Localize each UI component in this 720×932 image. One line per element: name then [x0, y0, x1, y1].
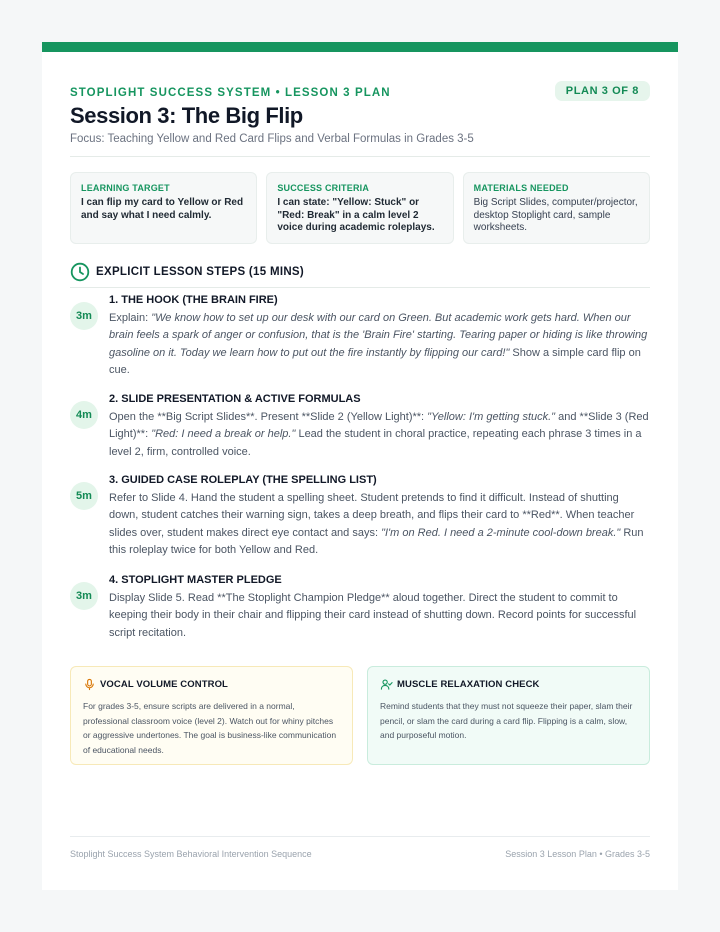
vocal-volume-callout — [70, 666, 353, 765]
step-title: 4. STOPLIGHT MASTER PLEDGE — [109, 574, 282, 586]
card-text: Big Script Slides, computer/projector, desktop Stoplight card, sample worksheets. — [473, 197, 638, 233]
plan-badge: PLAN 3 OF 8 — [555, 81, 650, 101]
steps-heading-label: EXPLICIT LESSON STEPS (15 MINS) — [96, 266, 305, 278]
step-text-run: Open the **Big Script Slides**. Present **Slide 2 (Yellow Light)**: — [109, 411, 428, 423]
page-title: Session 3: The Big Flip — [70, 103, 303, 128]
steps-heading — [70, 262, 304, 282]
card-label: SUCCESS CRITERIA — [277, 183, 370, 193]
step-description — [109, 490, 650, 559]
step-text-run: Explain: — [109, 312, 152, 324]
footer-divider — [70, 836, 650, 837]
materials-card — [463, 172, 650, 244]
card-label: MATERIALS NEEDED — [473, 183, 569, 193]
step-text-run: Display Slide 5. Read **The Stoplight Champion Pledge** aloud together. Direct the student to commit to keeping their body in their chair and flipping their card instead of shutting down. Record points for successful script recitation. — [109, 592, 637, 639]
step-text-run: Run this roleplay twice for both Yellow and Red. — [109, 526, 644, 556]
step-text-run: Lead the student in choral practice, repeating each phrase 3 times in a level 2, firm, controlled voice. — [109, 428, 642, 458]
step-text-run: Refer to Slide 4. Hand the student a spelling sheet. Student pretends to find it difficult. Instead of shutting down, student catches their warning sign, takes a deep breath, and flips their card to **Red**. When teacher slides over, student makes direct eye contact and says: — [109, 492, 635, 539]
success-criteria-card — [266, 172, 453, 244]
page-subtitle: Focus: Teaching Yellow and Red Card Flips and Verbal Formulas in Grades 3-5 — [70, 133, 474, 145]
step-description — [109, 409, 650, 461]
quoted-script: "Red: I need a break or help." — [151, 428, 296, 441]
quoted-script: "We know how to set up our desk with our card on Green. But academic work gets hard. When our brain feels a spark of anger or confusion, that is the 'Brain Fire' starting. Tearing paper or hiding is like throwing gasoline on it. Today we learn how to put out the fire instantly by flipping our card!" — [109, 312, 648, 359]
step-description — [109, 310, 650, 379]
step-duration-badge: 4m — [70, 401, 98, 429]
quoted-script: "Yellow: I'm getting stuck." — [427, 411, 556, 423]
card-text: I can flip my card to Yellow or Red and say what I need calmly. — [81, 197, 244, 221]
step-text-run: and **Slide 3 (Red Light)**: — [109, 411, 649, 441]
series-label: STOPLIGHT SUCCESS SYSTEM • LESSON 3 PLAN — [70, 87, 391, 99]
clock-icon — [70, 262, 90, 282]
divider — [70, 287, 650, 288]
accent-bar — [42, 42, 678, 52]
footer-left: Stoplight Success System Behavioral Intervention Sequence — [70, 849, 312, 859]
footer-right: Session 3 Lesson Plan • Grades 3-5 — [505, 849, 650, 859]
step-duration-badge: 3m — [70, 582, 98, 610]
step-description — [109, 590, 650, 642]
callout-text: For grades 3-5, ensure scripts are delivered in a normal, professional classroom voice (level 2). Watch out for whiny pitches or aggressive undertones. The goal is business-like communication of educational needs. — [83, 701, 337, 755]
step-title: 3. GUIDED CASE ROLEPLAY (THE SPELLING LIST) — [109, 474, 377, 486]
overview-cards — [70, 172, 650, 244]
muscle-relaxation-callout — [367, 666, 650, 765]
card-text: I can state: "Yellow: Stuck" or "Red: Break" in a calm level 2 voice during academic roleplays. — [277, 197, 435, 233]
card-label: LEARNING TARGET — [81, 183, 170, 193]
step-title: 1. THE HOOK (THE BRAIN FIRE) — [109, 294, 278, 306]
divider — [70, 156, 650, 157]
step-text-run: Show a simple card flip on cue. — [109, 346, 641, 376]
callout-title: MUSCLE RELAXATION CHECK — [397, 679, 540, 690]
lesson-plan-page — [42, 42, 678, 890]
microphone-icon — [83, 678, 96, 691]
callout-title: VOCAL VOLUME CONTROL — [100, 679, 228, 690]
step-duration-badge: 3m — [70, 302, 98, 330]
step-title: 2. SLIDE PRESENTATION & ACTIVE FORMULAS — [109, 393, 361, 405]
step-duration-badge: 5m — [70, 482, 98, 510]
callout-text: Remind students that they must not squeeze their paper, slam their pencil, or slam the card during a card flip. Flipping is a calm, slow, and purposeful motion. — [380, 701, 633, 740]
user-check-icon — [380, 678, 393, 691]
learning-target-card — [70, 172, 257, 244]
quoted-script: "I'm on Red. I need a 2-minute cool-down break." — [381, 526, 621, 539]
